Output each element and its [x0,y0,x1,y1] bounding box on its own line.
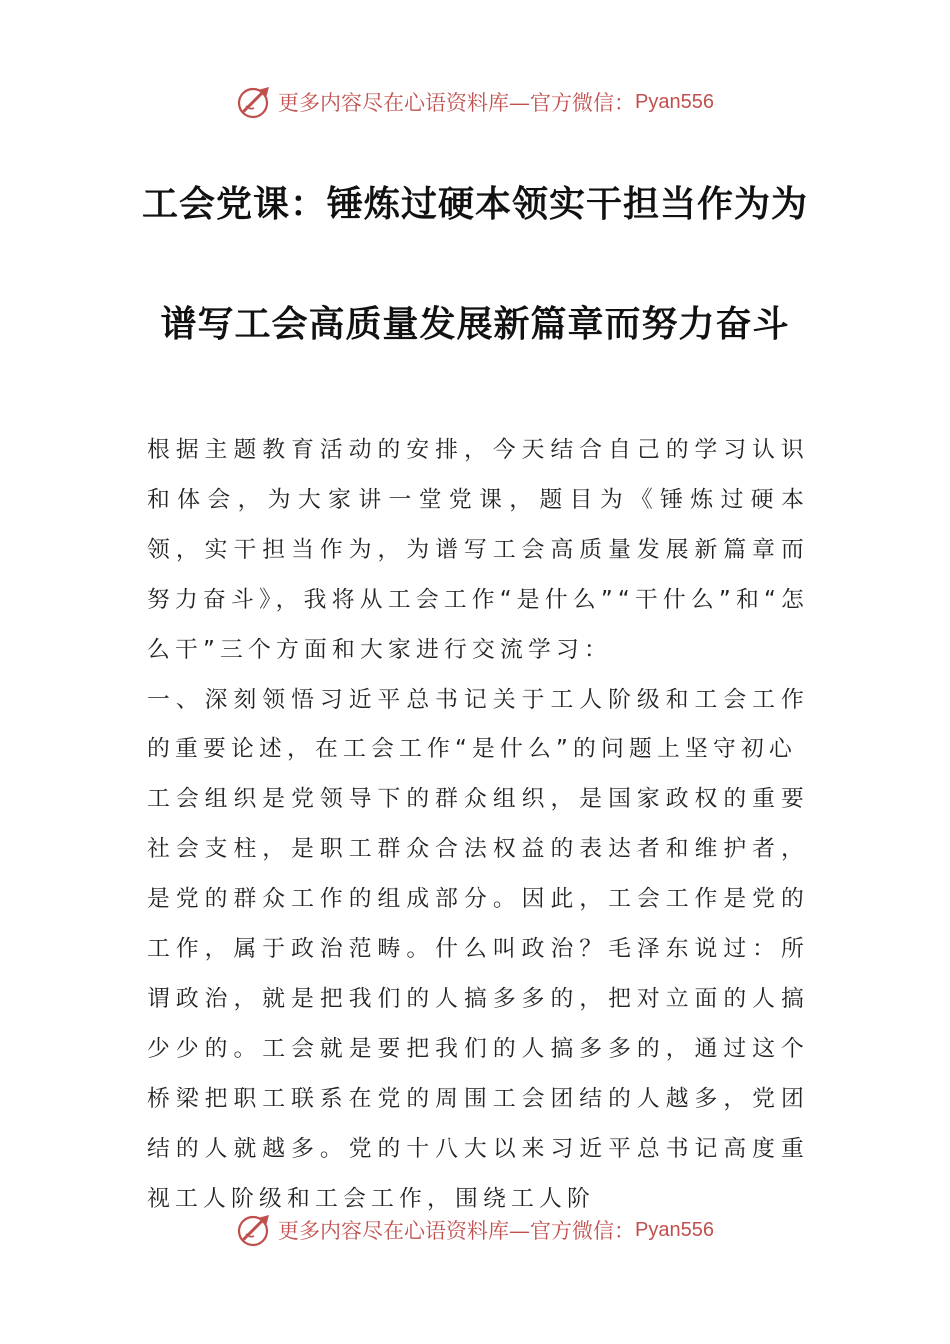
watermark-wechat-id: Pyan556 [635,1218,714,1241]
document-title-line-1: 工会党课：锤炼过硬本领实干担当作为为 [141,184,808,225]
pen-logo-icon [236,1212,274,1248]
watermark-text: 更多内容尽在心语资料库—官方微信： [278,91,636,115]
watermark-banner-bottom [0,1210,950,1250]
document-title-line-2: 谱写工会高质量发展新篇章而努力奋斗 [160,304,790,345]
watermark-wechat-id: Pyan556 [635,90,714,113]
section-heading-1: 一、深刻领悟习近平总书记关于工人阶级和工会工作的重要论述，在工会工作“是什么”的问题上坚守初心 [147,686,809,763]
document-body [147,426,809,1225]
paragraph-section-1: 工会组织是党领导下的群众组织，是国家政权的重要社会支柱，是职工群众合法权益的表达者和维护者，是党的群众工作的组成部分。因此，工会工作是党的工作，属于政治范畴。什么叫政治？毛泽东说过：所谓政治，就是把我们的人搞多多的，把对立面的人搞少少的。工会就是要把我们的人搞多多的，通过这个桥梁把职工联系在党的周围工会团结的人越多，党团结的人就越多。党的十八大以来习近平总书记高度重视工人阶级和工会工作，围绕工人阶 [147,786,809,1212]
watermark-banner-top [0,82,950,122]
paragraph-intro: 根据主题教育活动的安排，今天结合自己的学习认识和体会，为大家讲一堂党课，题目为《锤炼过硬本领，实干担当作为，为谱写工会高质量发展新篇章而努力奋斗》，我将从工会工作“是什么”“干什么”和“怎么干”三个方面和大家进行交流学习： [147,437,809,663]
watermark-text: 更多内容尽在心语资料库—官方微信： [278,1219,636,1243]
pen-logo-icon [236,84,274,120]
